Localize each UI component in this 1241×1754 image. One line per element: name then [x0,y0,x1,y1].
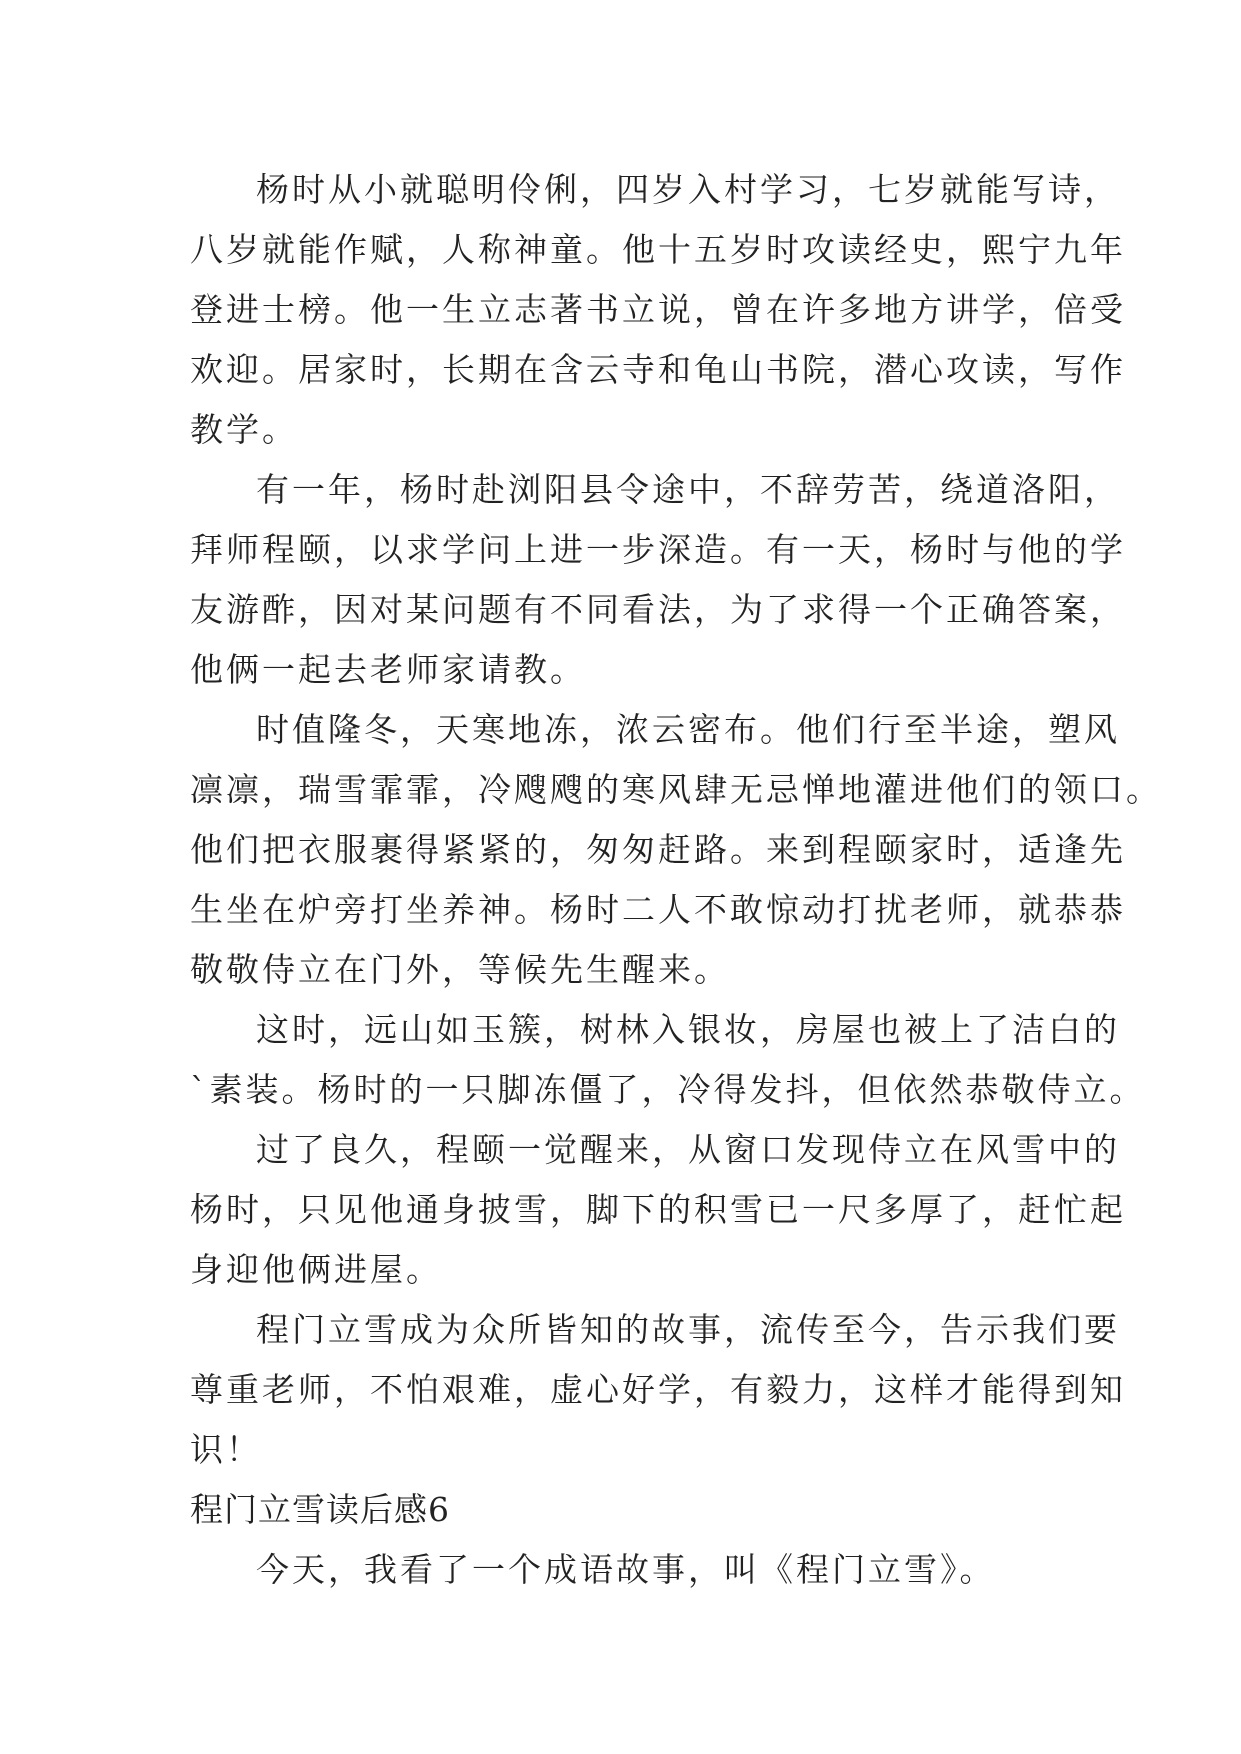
text-line: 杨时从小就聪明伶俐，四岁入村学习，七岁就能写诗， [256,170,1120,209]
text-line: 登进士榜。他一生立志著书立说，曾在许多地方讲学，倍受 [190,290,1126,329]
section-heading: 程门立雪读后感6 [190,1490,450,1529]
text-line: 身迎他俩进屋。 [190,1250,442,1289]
text-line: 友游酢，因对某问题有不同看法，为了求得一个正确答案， [190,590,1126,629]
text-line: 他们把衣服裹得紧紧的，匆匆赶路。来到程颐家时，适逢先 [190,830,1126,869]
text-line: 凛凛，瑞雪霏霏，冷飕飕的寒风肆无忌惮地灌进他们的领口。 [190,770,1162,809]
text-line: 今天，我看了一个成语故事，叫《程门立雪》。 [256,1550,996,1589]
text-line: 生坐在炉旁打坐养神。杨时二人不敢惊动打扰老师，就恭恭 [190,890,1126,929]
text-line: 杨时，只见他通身披雪，脚下的积雪已一尺多厚了，赶忙起 [190,1190,1126,1229]
text-line: 八岁就能作赋，人称神童。他十五岁时攻读经史，熙宁九年 [190,230,1126,269]
text-line: 识！ [190,1430,262,1469]
text-line: 这时，远山如玉簇，树林入银妆，房屋也被上了洁白的 [256,1010,1120,1049]
text-line: 有一年，杨时赴浏阳县令途中，不辞劳苦，绕道洛阳， [256,470,1120,509]
text-line: 他俩一起去老师家请教。 [190,650,586,689]
text-line: 尊重老师，不怕艰难，虚心好学，有毅力，这样才能得到知 [190,1370,1126,1409]
text-line: 欢迎。居家时，长期在含云寺和龟山书院，潜心攻读，写作 [190,350,1126,389]
text-line: 过了良久，程颐一觉醒来，从窗口发现侍立在风雪中的 [256,1130,1120,1169]
text-line: 敬敬侍立在门外，等候先生醒来。 [190,950,730,989]
document-body [190,160,1162,1600]
text-line: 程门立雪成为众所皆知的故事，流传至今，告示我们要 [256,1310,1120,1349]
text-line: `素装。杨时的一只脚冻僵了，冷得发抖，但依然恭敬侍立。 [190,1070,1146,1109]
text-line: 时值隆冬，天寒地冻，浓云密布。他们行至半途，塑风 [256,710,1120,749]
text-line: 教学。 [190,410,298,449]
text-line: 拜师程颐，以求学问上进一步深造。有一天，杨时与他的学 [190,530,1126,569]
